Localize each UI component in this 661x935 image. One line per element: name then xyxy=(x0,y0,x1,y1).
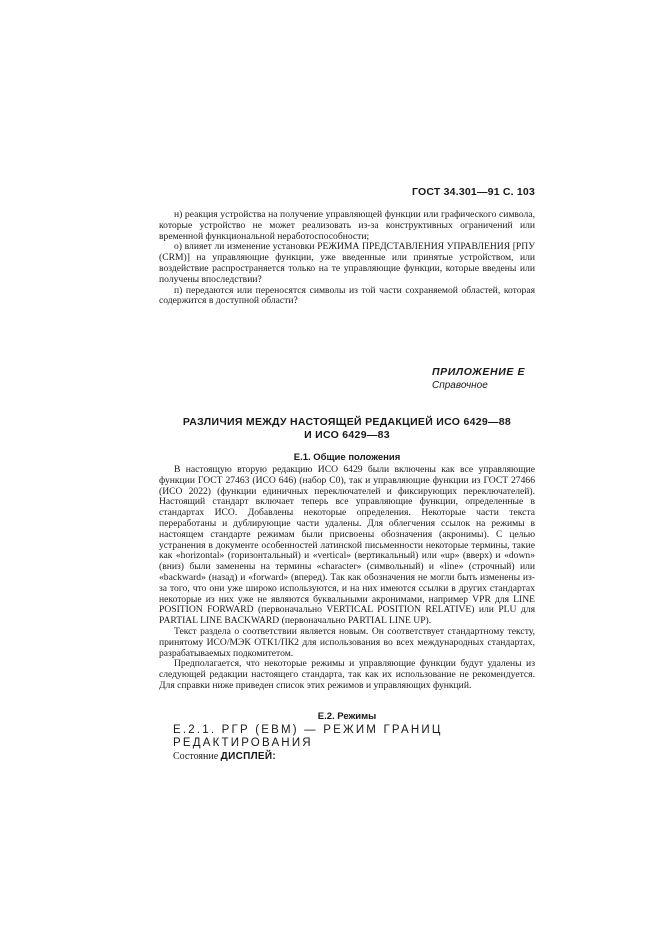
appendix-subtitle: Справочное xyxy=(432,380,488,391)
paragraph-3: Предполагается, что некоторые режимы и управляющие функции будут удалены из следующей редакции настоящего стандарта, так как их использование не рекомендуется. Для справки ниже приведен список этих режимов и управляющих функций. xyxy=(159,658,535,691)
main-title-line1: РАЗЛИЧИЯ МЕЖДУ НАСТОЯЩЕЙ РЕДАКЦИЕЙ ИСО 6429—88 xyxy=(182,416,512,428)
paragraph-2: Текст раздела о соответствии является новым. Он соответствует стандартному тексту, принятому ИСО/МЭК ОТК1/ПК2 для использования во всех международных стандартах, разрабатываемых подкомитетом. xyxy=(159,625,535,659)
list-block xyxy=(159,210,535,307)
appendix-title: ПРИЛОЖЕНИЕ Е xyxy=(432,366,526,378)
list-item-p: п) передаются или переносятся символы из той части сохраняемой областей, которая содержится в доступной области? xyxy=(159,284,535,307)
state-value: ДИСПЛЕЙ: xyxy=(220,751,276,762)
appendix-label xyxy=(432,366,525,392)
list-item-n: н) реакция устройства на получение управляющей функции или графического символа, которые устройство не может реализовать из-за конструктивных ограничений или временной функциональной неработоспособности; xyxy=(159,209,535,242)
state-line xyxy=(173,751,276,762)
paragraph-1: В настоящую вторую редакцию ИСО 6429 были включены как все управляющие функции ГОСТ 27463 (ИСО 646) (набор С0), так и управляющие функции из ГОСТ 27466 (ИСО 2022) (функции единичных переключателей и фиксирующих переключателей). Настоящий стандарт включает теперь все управляющие функции, определенные в стандартах ИСО. Добавлены некоторые определения. Некоторые части текста переработаны и дублирующие части удалены. Для облегчения ссылок на режимы в настоящем стандарте режимам были присвоены обозначения (акронимы). С целью устранения в документе особенностей латинской письменности некоторые термины, такие как «horizontal» (горизонтальный) и «vertical» (вертикальный) или «up» (вверх) и «down» (вниз) были заменены на термины «character» (символьный) и «line» (строчный) или «backward» (назад) и «forward» (вперед). Так как обозначения не могли быть изменены из-за того, что они уже широко используются, и на них имеются ссылки в других стандартах некоторые из них уже не являются буквальными акронимами, например VPR для LINE POSITION FORWARD (первоначально VERTICAL POSITION RELATIVE) или PLU для PARTIAL LINE BACKWARD (первоначально PARTIAL LINE UP). xyxy=(159,464,535,627)
item-e21: Е.2.1. РГР (ЕВМ) — РЕЖИМ ГРАНИЦ РЕДАКТИРОВАНИЯ xyxy=(173,724,443,749)
list-item-o: о) влияет ли изменение установки РЕЖИМА ПРЕДСТАВЛЕНИЯ УПРАВЛЕНИЯ [РПУ (CRM)] на управляющие функции, уже введенные или принятые устройством, или воздействие распространяется только на те управляющие функции, которые введены или получены впоследствии? xyxy=(159,241,535,285)
main-title-line2: И ИСО 6429—83 xyxy=(304,428,390,441)
main-title xyxy=(159,416,535,441)
page-header: ГОСТ 34.301—91 С. 103 xyxy=(412,186,535,198)
state-label: Состояние xyxy=(173,751,219,762)
section-e2-heading: Е.2. Режимы xyxy=(317,711,377,722)
section-e1-body xyxy=(159,465,535,692)
section-e1-heading: Е.1. Общие положения xyxy=(293,452,401,463)
